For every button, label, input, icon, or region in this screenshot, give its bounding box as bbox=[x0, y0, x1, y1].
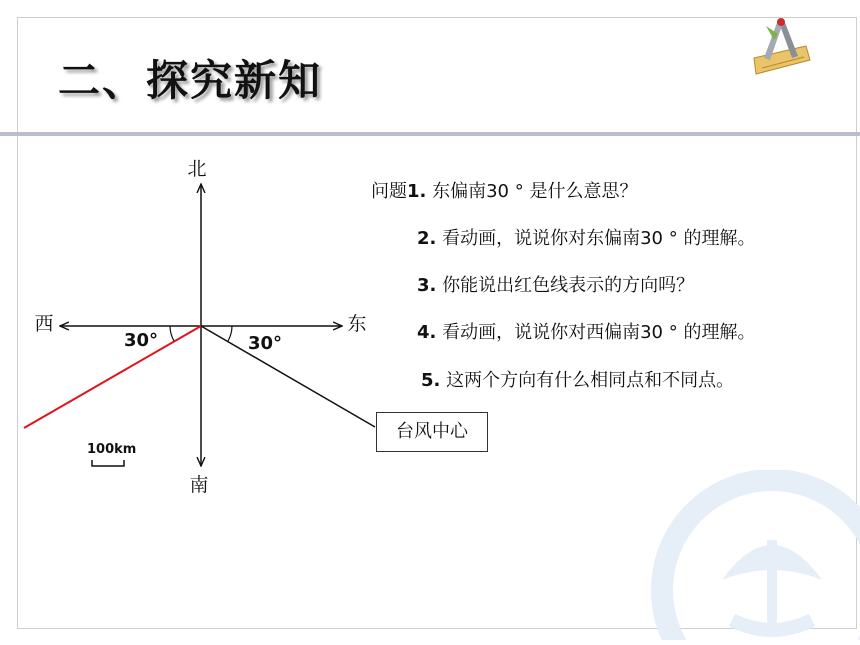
red-southwest-line bbox=[24, 326, 201, 428]
question-text: 你能说出红色线表示的方向吗？ bbox=[436, 275, 695, 296]
question-2 bbox=[417, 224, 755, 250]
question-number: 4. bbox=[417, 322, 437, 343]
question-4 bbox=[417, 318, 755, 344]
question-number: 5. bbox=[421, 370, 441, 391]
south-label: 南 bbox=[189, 474, 209, 496]
question-number: 1. bbox=[407, 181, 427, 202]
question-3 bbox=[417, 271, 694, 297]
angle-left-label: 30° bbox=[124, 330, 159, 351]
question-text: 这两个方向有什么相同点和不同点。 bbox=[440, 370, 735, 391]
title-divider bbox=[0, 132, 860, 136]
scale-label: 100km bbox=[87, 442, 137, 457]
question-5 bbox=[421, 366, 734, 392]
scale-bar bbox=[92, 460, 124, 466]
slide-title: 二、探究新知 bbox=[58, 56, 323, 105]
angle-right-label: 30° bbox=[248, 333, 283, 354]
watermark-logo-icon bbox=[612, 470, 860, 640]
left-angle-arc bbox=[170, 326, 174, 341]
question-1 bbox=[371, 177, 637, 203]
right-angle-arc bbox=[228, 326, 232, 341]
west-label: 西 bbox=[34, 313, 54, 335]
compass-logo-icon bbox=[748, 16, 818, 82]
typhoon-center-label: 台风中心 bbox=[376, 412, 488, 452]
question-text: 看动画，说说你对西偏南30 ° 的理解。 bbox=[436, 322, 756, 343]
question-number: 3. bbox=[417, 275, 437, 296]
north-label: 北 bbox=[187, 158, 207, 180]
question-text: 东偏南30 ° 是什么意思？ bbox=[426, 181, 638, 202]
question-number: 2. bbox=[417, 228, 437, 249]
southeast-direction-line bbox=[201, 326, 375, 427]
question-text: 看动画，说说你对东偏南30 ° 的理解。 bbox=[436, 228, 756, 249]
question-prefix: 问题 bbox=[371, 181, 407, 202]
east-label: 东 bbox=[347, 313, 367, 335]
